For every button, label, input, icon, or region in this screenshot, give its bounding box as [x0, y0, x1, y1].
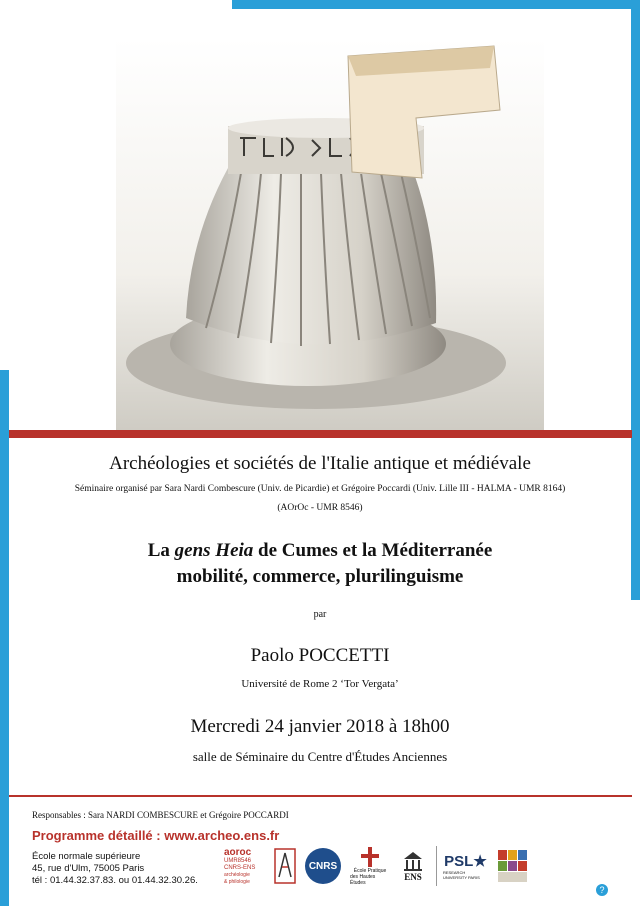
programme-link[interactable]: Programme détaillé : www.archeo.ens.fr [32, 828, 280, 843]
top-accent-bar [232, 0, 640, 9]
event-venue: salle de Séminaire du Centre d'Études Anciennes [192, 749, 448, 764]
red-divider-band [9, 430, 632, 438]
talk-title-prefix: La [147, 540, 175, 561]
talk-subtitle: mobilité, commerce, plurilinguisme [176, 566, 464, 587]
address-institution: École normale supérieure [32, 851, 141, 862]
left-accent-bar [0, 370, 9, 906]
talk-title-italic: gens Heia [174, 540, 254, 561]
by-label: par [313, 609, 327, 620]
talk-title [0, 540, 640, 562]
organizers-line: Séminaire organisé par Sara Nardi Combescure (Univ. de Picardie) et Grégoire Poccardi (Univ. Lille III - HALMA - UMR 8164) [74, 484, 566, 494]
aoroc-logo: aoroc UMR8546 CNRS-ENS archéologie & philologie [224, 846, 256, 885]
talk-title-suffix: de Cumes et la Méditerranée [253, 540, 493, 561]
partner-logos [224, 844, 530, 888]
speaker-university: Université de Rome 2 ‘Tor Vergata’ [241, 678, 399, 690]
help-circle-icon[interactable]: ? [596, 884, 608, 896]
cnrs-logo: CNRS [304, 846, 342, 886]
ens-logo: ENS [398, 846, 428, 886]
footer-divider [9, 795, 632, 797]
psl-logo: PSL★ RESEARCH UNIVERSITY PARIS [436, 846, 488, 886]
organizers-affiliation: (AOrOc - UMR 8546) [277, 503, 363, 513]
contact-address [32, 851, 198, 887]
event-date: Mercredi 24 janvier 2018 à 18h00 [190, 716, 450, 737]
aoroc-emblem [274, 846, 296, 886]
column-base-photo [116, 38, 544, 430]
ens-building-icon [402, 850, 424, 872]
address-street: 45, rue d'Ulm, 75005 Paris [32, 863, 145, 874]
star-icon: ★ [473, 853, 487, 870]
ephe-cross-icon [360, 846, 380, 868]
responsables-line: Responsables : Sara NARDI COMBESCURE et Grégoire POCCARDI [32, 810, 289, 820]
partner-logo-colored [496, 846, 530, 886]
ephe-logo: École Pratique des Hautes Études [350, 846, 390, 886]
speaker-name: Paolo POCCETTI [250, 645, 390, 666]
phone-numbers: tél : 01.44.32.37.83. ou 01.44.32.30.26. [32, 875, 198, 886]
series-title: Archéologies et sociétés de l'Italie antique et médiévale [109, 453, 531, 474]
